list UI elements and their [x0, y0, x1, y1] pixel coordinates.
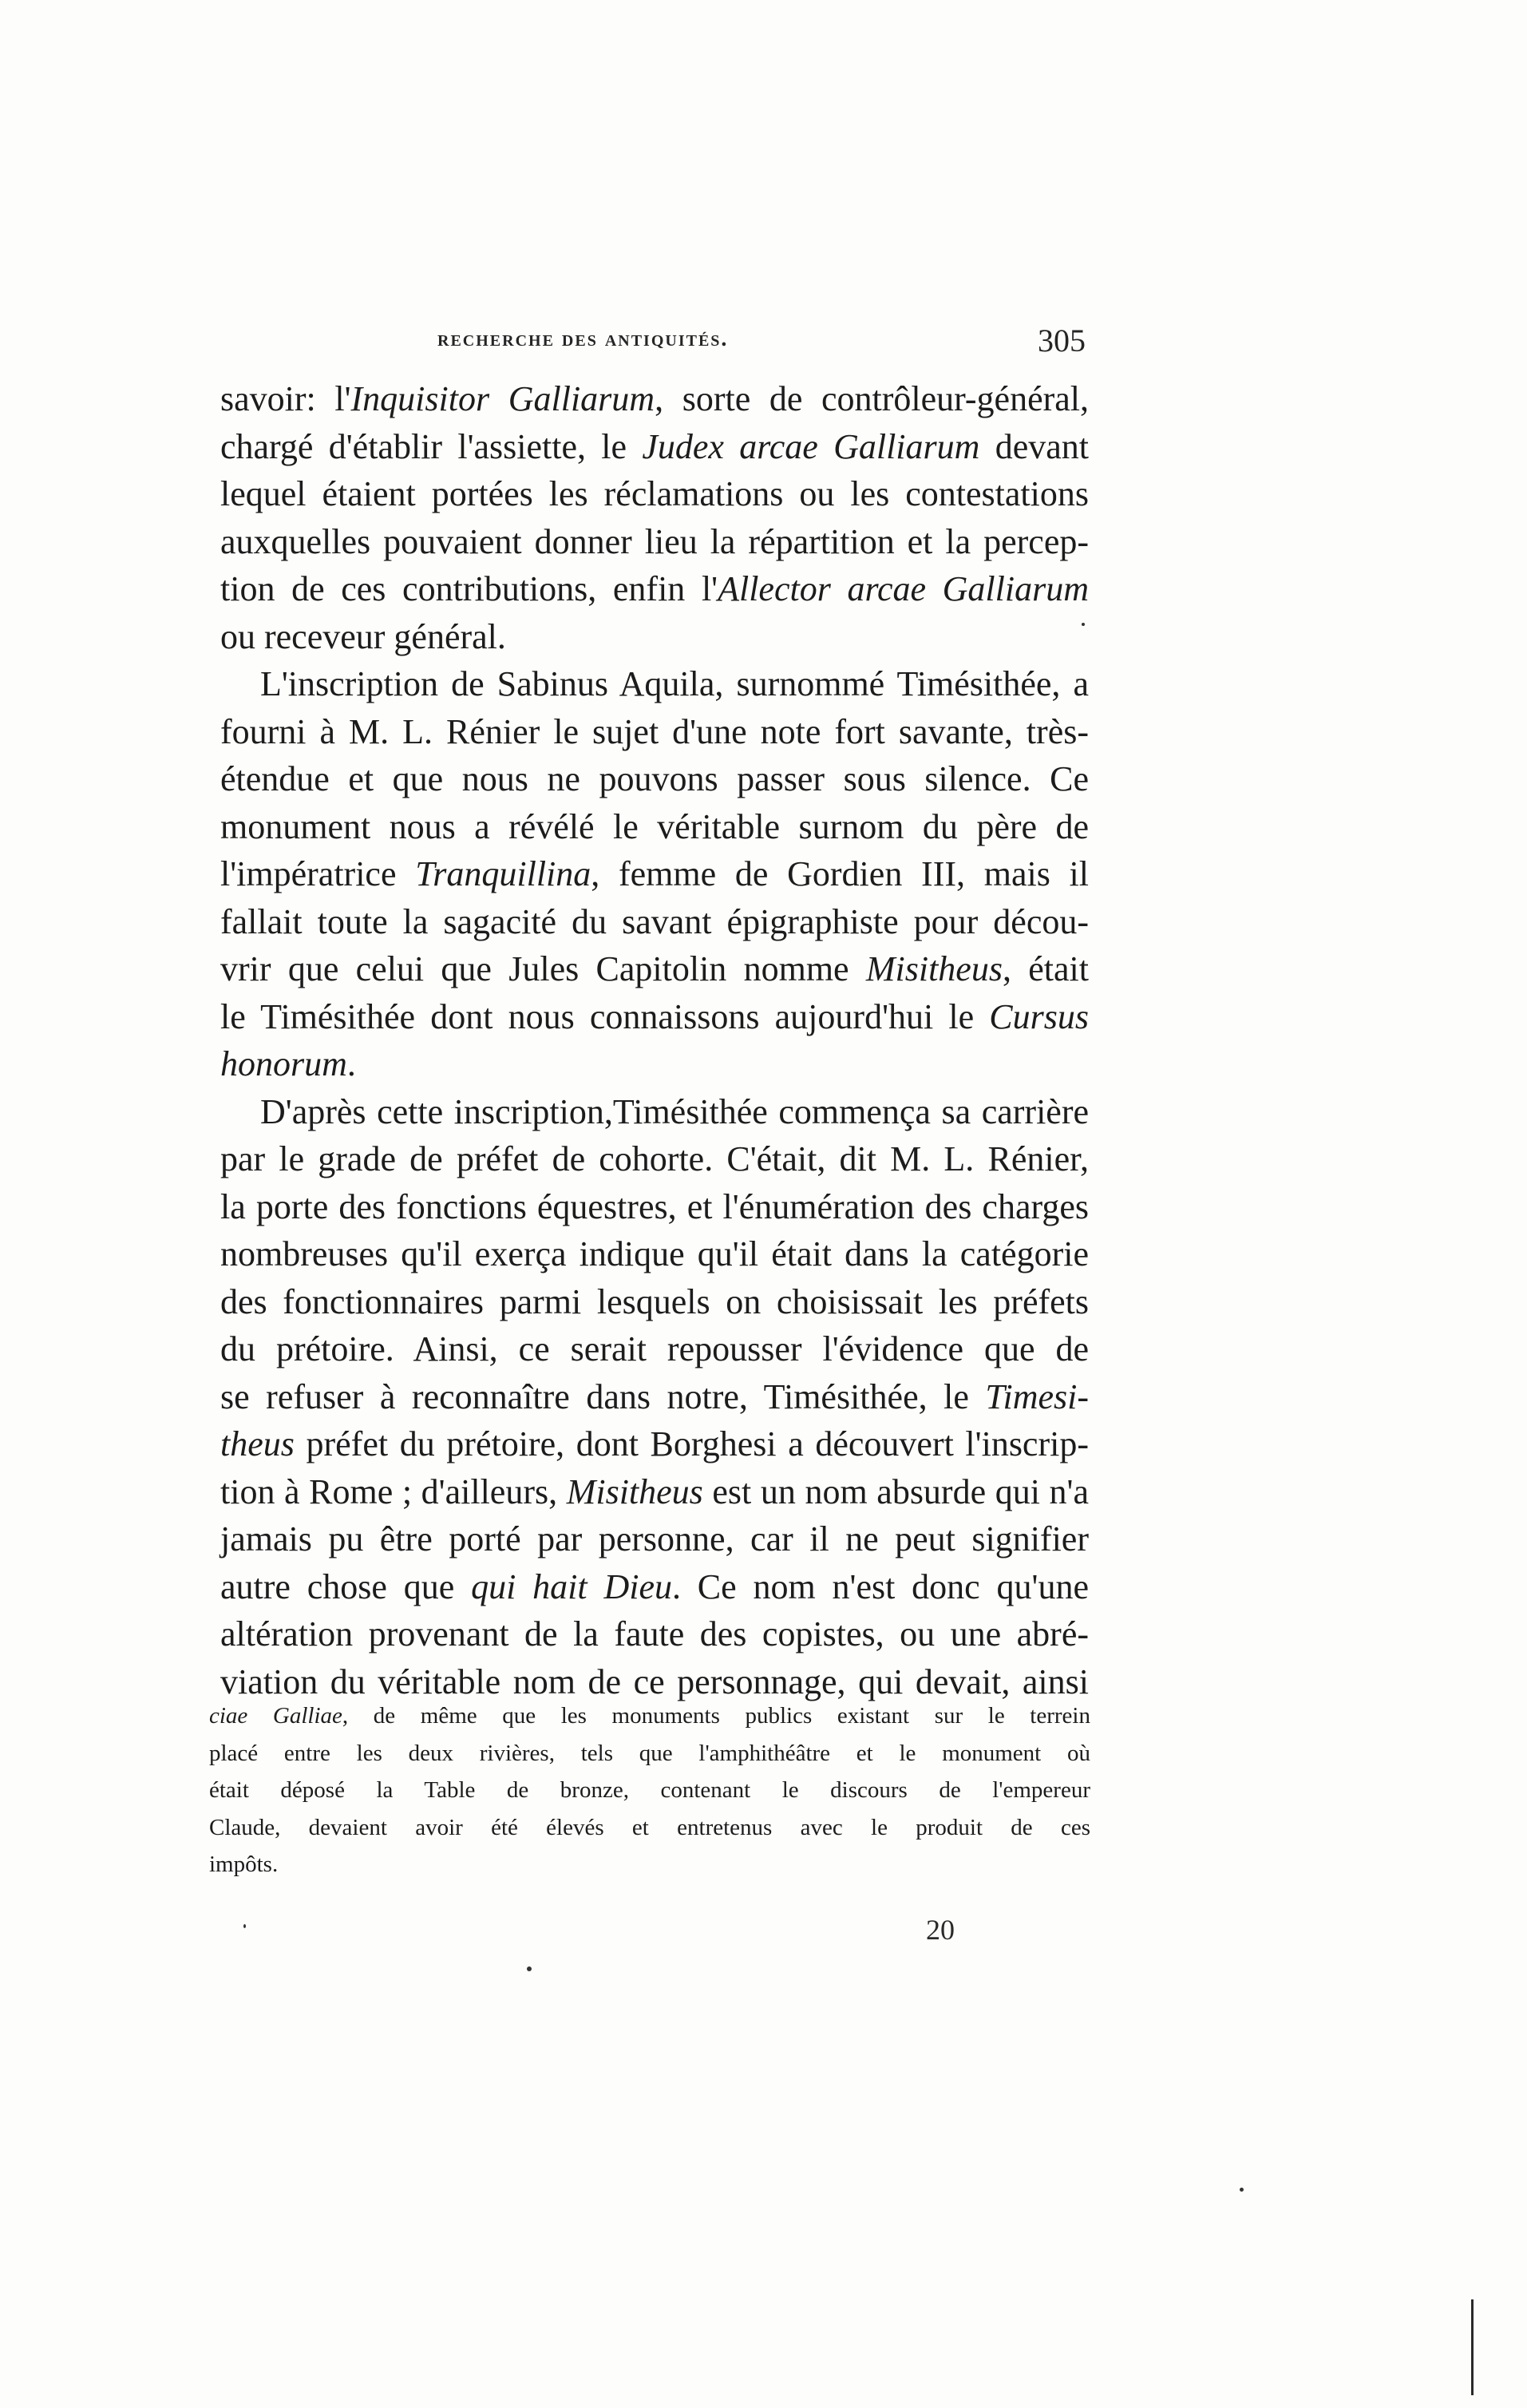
text-line: lequel étaient portées les réclamations ou les contestations	[220, 474, 1089, 513]
text-line: L'inscription de Sabinus Aquila, surnommé Timésithée, a	[260, 664, 1089, 703]
text-line: l'impératrice Tranquillina, femme de Gordien III, mais il	[220, 854, 1089, 893]
footnote-line: ciae Galliae, de même que les monuments publics existant sur le terrein	[209, 1703, 1090, 1729]
text-line: honorum.	[220, 1044, 356, 1083]
footnote	[209, 1697, 1090, 1883]
text-line: des fonctionnaires parmi lesquels on choisissait les préfets	[220, 1281, 1089, 1321]
text-line: étendue et que nous ne pouvons passer sous silence. Ce	[220, 759, 1089, 798]
paper-speck	[243, 1924, 246, 1928]
text-line: monument nous a révélé le véritable surnom du père de	[220, 806, 1089, 846]
text-line: du prétoire. Ainsi, ce serait repousser l'évidence que de	[220, 1329, 1089, 1368]
text-line: theus préfet du prétoire, dont Borghesi a découvert l'inscrip-	[220, 1424, 1089, 1463]
footnote-line: Claude, devaient avoir été élevés et entretenus avec le produit de ces	[209, 1814, 1090, 1840]
text-line: jamais pu être porté par personne, car il ne peut signifier	[220, 1519, 1089, 1558]
text-line: altération provenant de la faute des copistes, ou une abré-	[220, 1614, 1089, 1654]
text-line: par le grade de préfet de cohorte. C'était, dit M. L. Rénier,	[220, 1139, 1089, 1178]
text-line: la porte des fonctions équestres, et l'énumération des charges	[220, 1186, 1089, 1226]
paper-speck	[1240, 2188, 1244, 2192]
page-edge-line	[1471, 2299, 1474, 2395]
text-line: fourni à M. L. Rénier le sujet d'une note fort savante, très-	[220, 711, 1089, 751]
text-line: se refuser à reconnaître dans notre, Timésithée, le Timesi-	[220, 1376, 1089, 1416]
text-line: savoir: l'Inquisitor Galliarum, sorte de contrôleur-général,	[220, 379, 1090, 418]
text-line: fallait toute la sagacité du savant épigraphiste pour décou-	[220, 901, 1089, 941]
text-line: D'après cette inscription,Timésithée commença sa carrière	[260, 1091, 1089, 1131]
text-line: vrir que celui que Jules Capitolin nomme Misitheus, était	[220, 949, 1089, 988]
text-line: nombreuses qu'il exerça indique qu'il était dans la catégorie	[220, 1234, 1089, 1273]
signature-mark: 20	[926, 1914, 955, 1946]
paper-speck	[527, 1966, 532, 1971]
text-line: le Timésithée dont nous connaissons aujourd'hui le Cursus	[220, 996, 1089, 1036]
running-head	[437, 322, 1086, 362]
text-line: ou receveur général.	[220, 616, 506, 656]
footnote-line: était déposé la Table de bronze, contenant le discours de l'empereur	[209, 1777, 1090, 1803]
text-line: auxquelles pouvaient donner lieu la répartition et la percep-	[220, 521, 1089, 561]
text-line: chargé d'établir l'assiette, le Judex arcae Galliarum devant	[220, 426, 1089, 466]
text-line: viation du véritable nom de ce personnage, qui devait, ainsi	[220, 1661, 1089, 1701]
text-line: autre chose que qui hait Dieu. Ce nom n'est donc qu'une	[220, 1566, 1089, 1606]
page-number: 305	[1038, 323, 1086, 358]
text-line: tion à Rome ; d'ailleurs, Misitheus est un nom absurde qui n'a	[220, 1471, 1089, 1511]
text-line: tion de ces contributions, enfin l'Allector arcae Galliarum	[220, 569, 1089, 608]
footnote-line: placé entre les deux rivières, tels que l'amphithéâtre et le monument où	[209, 1740, 1090, 1766]
running-title: recherche des antiquités.	[437, 327, 729, 351]
footnote-line: impôts.	[209, 1852, 279, 1877]
body-text	[220, 375, 1089, 1705]
paper-speck	[1082, 623, 1085, 626]
